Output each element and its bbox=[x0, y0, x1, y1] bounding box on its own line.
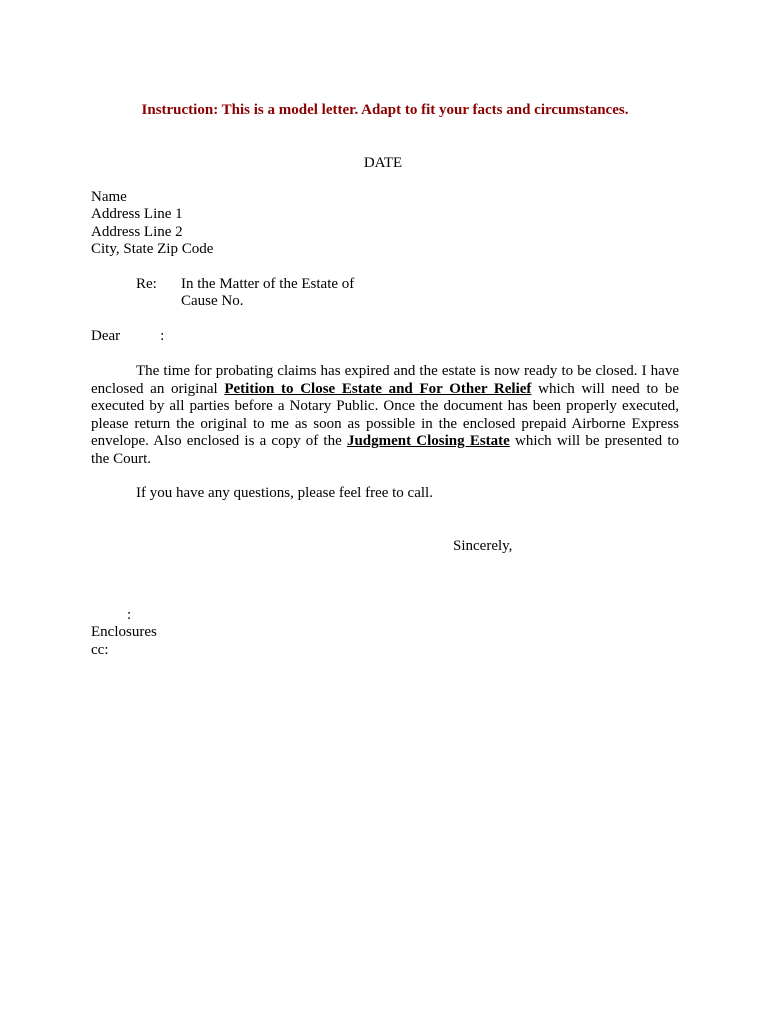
re-line-estate: In the Matter of the Estate of bbox=[181, 276, 355, 292]
salutation bbox=[91, 328, 164, 345]
recipient-name: Name bbox=[91, 189, 127, 205]
cc-note: cc: bbox=[91, 642, 109, 658]
enclosures-note: Enclosures bbox=[91, 624, 157, 640]
letter-date: DATE bbox=[363, 155, 403, 171]
re-block bbox=[181, 276, 354, 311]
signature-colon: : bbox=[127, 607, 132, 623]
recipient-city-state-zip: City, State Zip Code bbox=[91, 241, 214, 258]
judgment-document-title: Judgment Closing Estate bbox=[346, 433, 510, 450]
recipient-address-block bbox=[91, 189, 213, 259]
body-paragraph-1 bbox=[91, 363, 679, 469]
recipient-address-line-2: Address Line 2 bbox=[91, 223, 183, 240]
salutation-colon: : bbox=[160, 328, 165, 344]
salutation-word: Dear bbox=[91, 328, 121, 344]
re-label: Re: bbox=[136, 276, 157, 292]
body-p1-part-2: which will need to be executed by all parties before a Notary Public. Once the document has been properly executed, please return the original to me as soon as possible in the enclosed prepaid Airborne Express envelope. Also enclosed is a copy of the bbox=[91, 380, 679, 450]
recipient-address-line-1: Address Line 1 bbox=[91, 206, 183, 223]
body-p1-part-1: The time for probating claims has expired and the estate is now ready to be closed. I have enclosed an original bbox=[91, 363, 679, 397]
body-paragraph-2: If you have any questions, please feel free to call. bbox=[136, 485, 433, 501]
re-line-cause: Cause No. bbox=[181, 293, 244, 310]
petition-document-title: Petition to Close Estate and For Other Relief bbox=[224, 380, 532, 397]
body-p1-part-3: which will be presented to the Court. bbox=[91, 433, 679, 467]
instruction-note: Instruction: This is a model letter. Adapt to fit your facts and circumstances. bbox=[141, 102, 629, 118]
closing: Sincerely, bbox=[453, 538, 513, 554]
